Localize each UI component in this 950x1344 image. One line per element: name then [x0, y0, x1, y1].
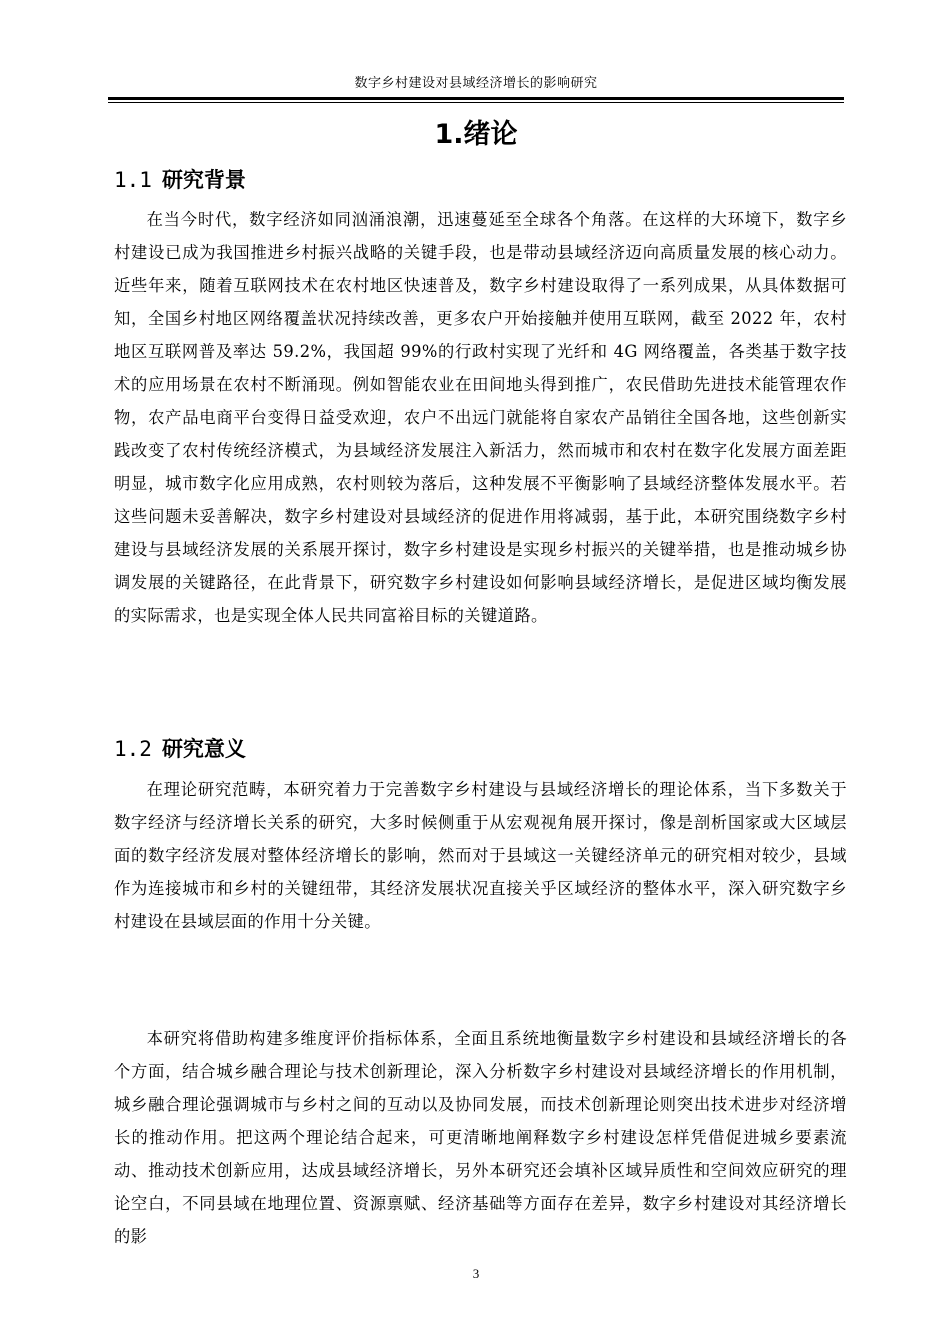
running-header: 数字乡村建设对县域经济增长的影响研究	[354, 76, 598, 91]
chapter-title: 1.绪论	[434, 119, 518, 150]
section-number: 1.1	[114, 168, 152, 192]
header-rule-thick	[108, 97, 844, 100]
section-heading-background	[114, 166, 246, 194]
paragraph-background: 在当今时代，数字经济如同汹涌浪潮，迅速蔓延至全球各个角落。在这样的大环境下，数字乡村建设已成为我国推进乡村振兴战略的关键手段，也是带动县域经济迈向高质量发展的核心动力。近些年来，随着互联网技术在农村地区快速普及，数字乡村建设取得了一系列成果，从具体数据可知，全国乡村地区网络覆盖状况持续改善，更多农户开始接触并使用互联网，截至 2022 年，农村地区互联网普及率达 59.2%，我国超 99%的行政村实现了光纤和 4G 网络覆盖，各类基于数字技术的应用场景在农村不断涌现。例如智能农业在田间地头得到推广，农民借助先进技术能管理农作物，农产品电商平台变得日益受欢迎，农户不出远门就能将自家农产品销往全国各地，这些创新实践改变了农村传统经济模式，为县域经济发展注入新活力，然而城市和农村在数字化发展方面差距明显，城市数字化应用成熟，农村则较为落后，这种发展不平衡影响了县域经济整体发展水平。若这些问题未妥善解决，数字乡村建设对县域经济的促进作用将减弱，基于此，本研究围绕数字乡村建设与县域经济发展的关系展开探讨，数字乡村建设是实现乡村振兴的关键举措，也是推动城乡协调发展的关键路径，在此背景下，研究数字乡村建设如何影响县域经济增长，是促进区域均衡发展的实际需求，也是实现全体人民共同富裕目标的关键道路。	[114, 210, 847, 625]
section-heading-significance	[114, 735, 246, 763]
page-number: 3	[472, 1266, 480, 1281]
section-title: 研究意义	[161, 737, 246, 761]
paragraph-significance-1: 在理论研究范畴，本研究着力于完善数字乡村建设与县域经济增长的理论体系，当下多数关于数字经济与经济增长关系的研究，大多时候侧重于从宏观视角展开探讨，像是剖析国家或大区域层面的数字经济发展对整体经济增长的影响，然而对于县域这一关键经济单元的研究相对较少，县域作为连接城市和乡村的关键纽带，其经济发展状况直接关乎区域经济的整体水平，深入研究数字乡村建设在县域层面的作用十分关键。	[114, 780, 847, 931]
section-title: 研究背景	[161, 168, 246, 192]
section-number: 1.2	[114, 737, 152, 761]
header-rule-thin	[108, 102, 844, 103]
paragraph-significance-2: 本研究将借助构建多维度评价指标体系，全面且系统地衡量数字乡村建设和县域经济增长的各个方面，结合城乡融合理论与技术创新理论，深入分析数字乡村建设对县域经济增长的作用机制，城乡融合理论强调城市与乡村之间的互动以及协同发展，而技术创新理论则突出技术进步对经济增长的推动作用。把这两个理论结合起来，可更清晰地阐释数字乡村建设怎样凭借促进城乡要素流动、推动技术创新应用，达成县域经济增长，另外本研究还会填补区域异质性和空间效应研究的理论空白，不同县域在地理位置、资源禀赋、经济基础等方面存在差异，数字乡村建设对其经济增长的影	[114, 1029, 847, 1246]
